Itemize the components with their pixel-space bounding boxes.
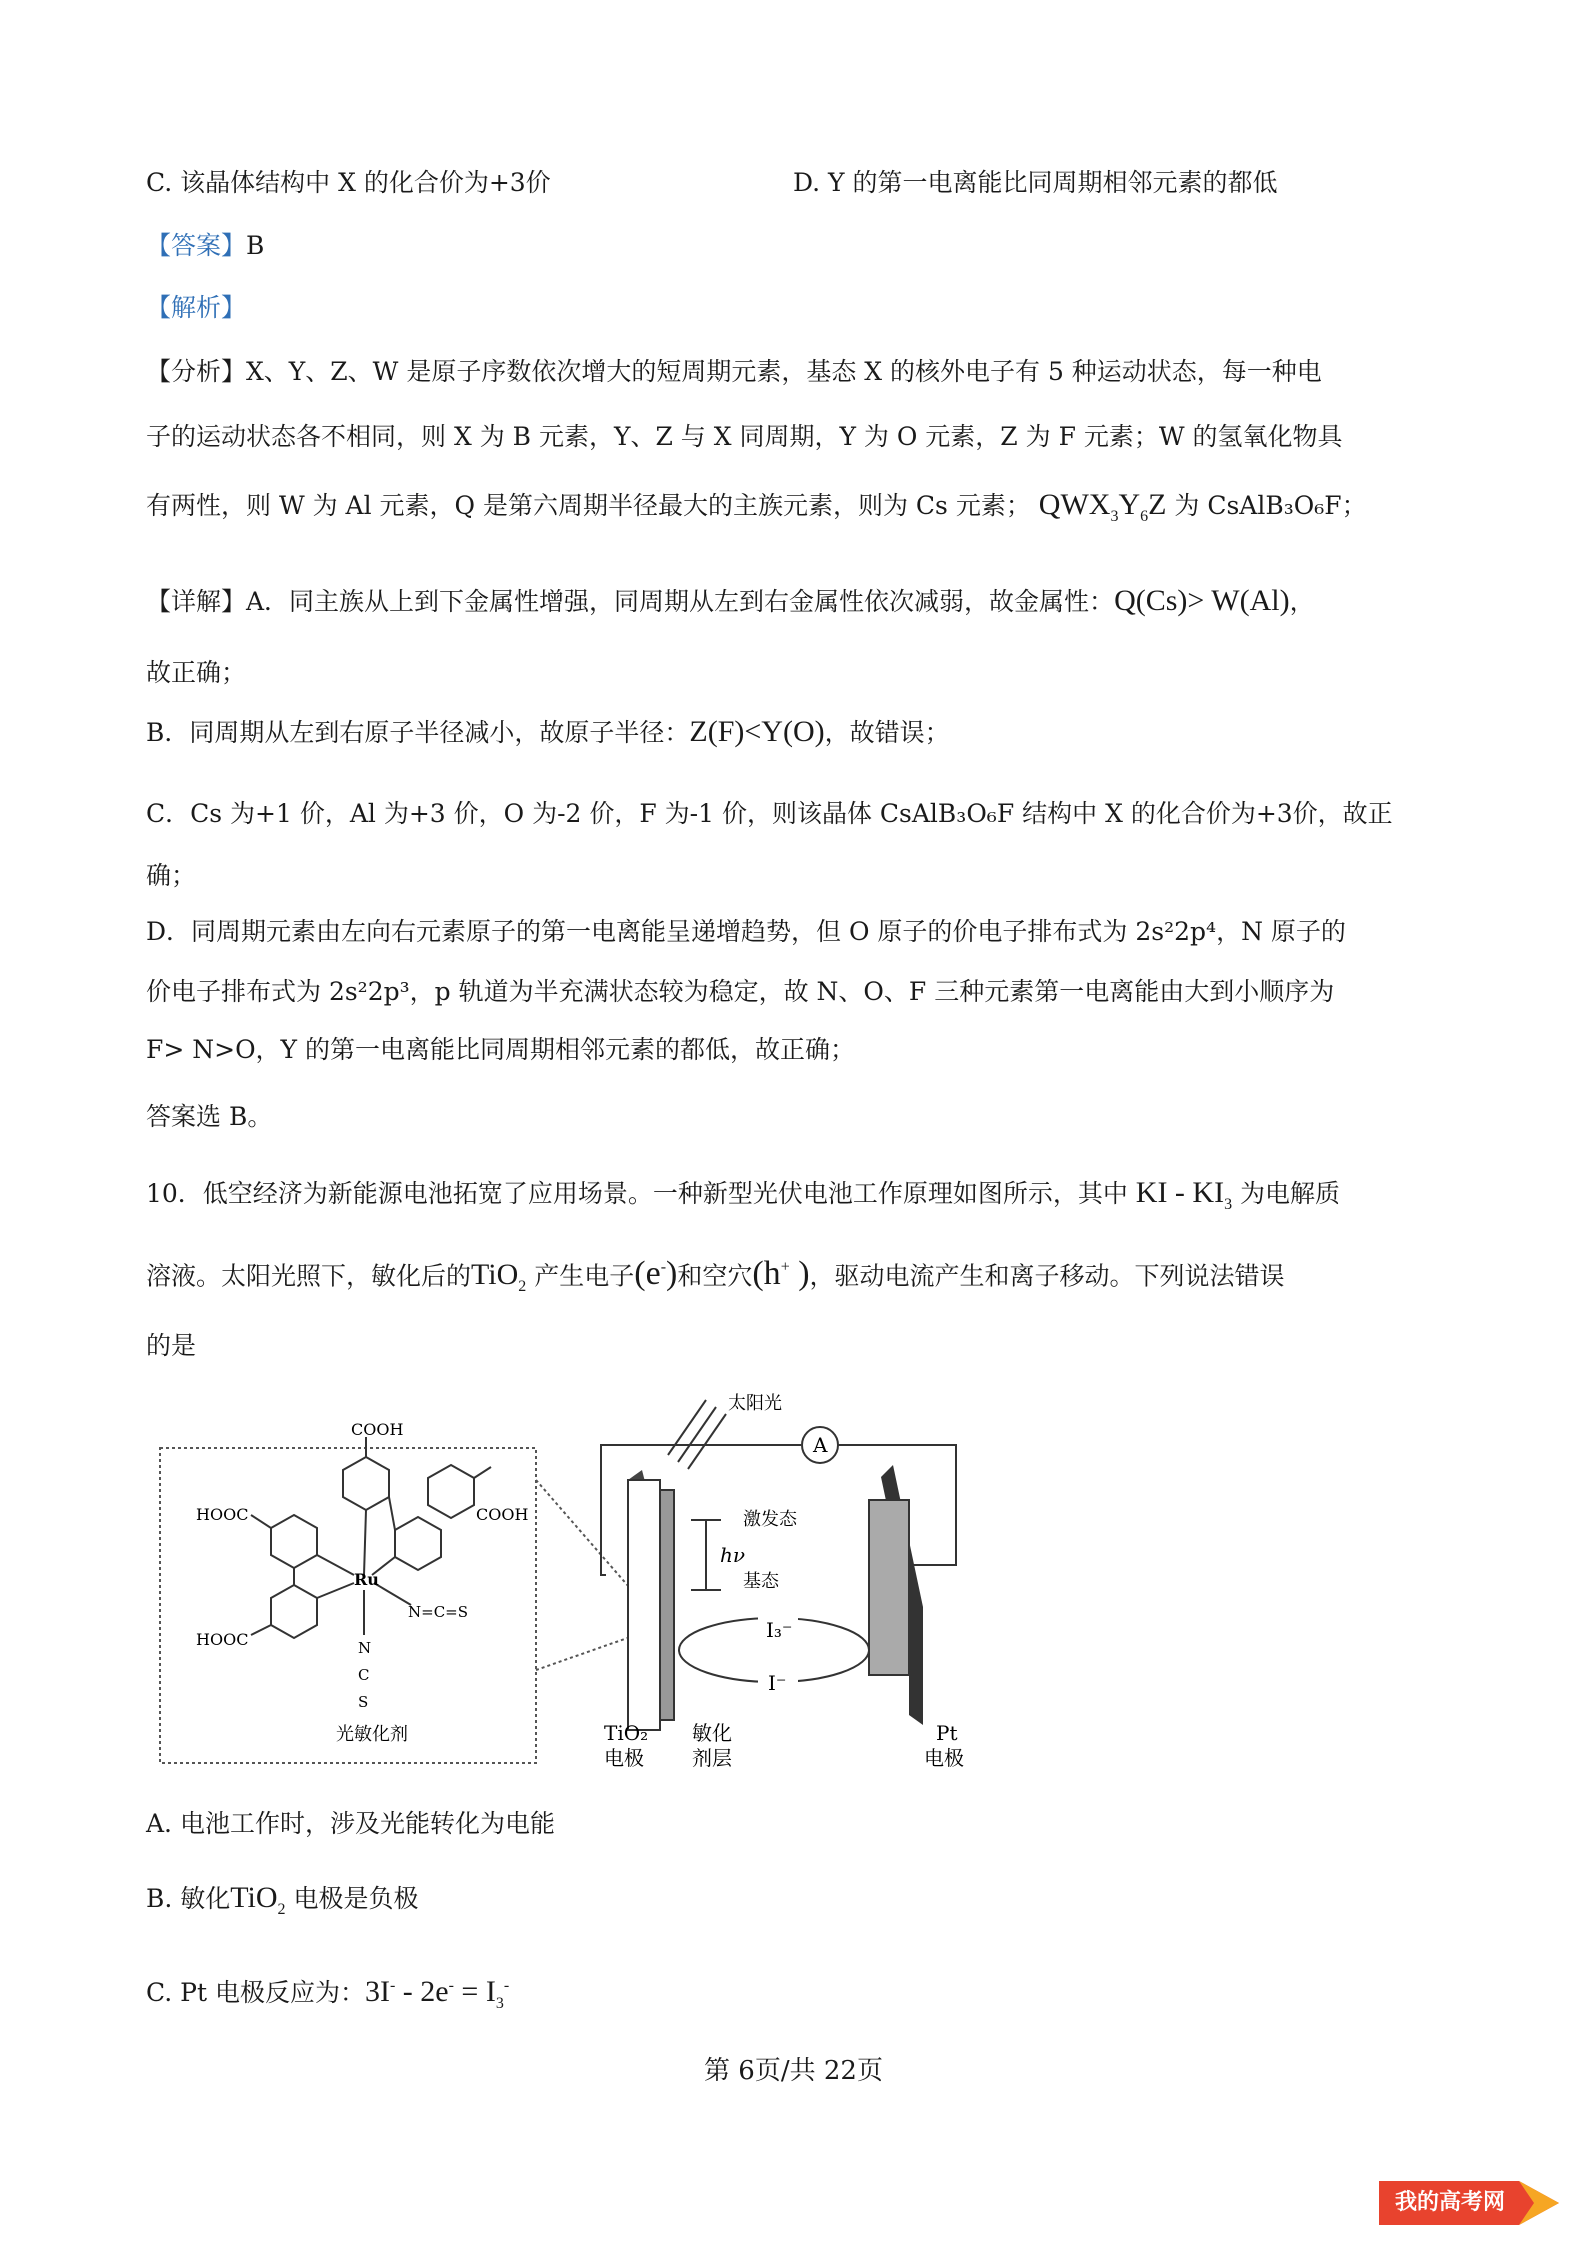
detail-line-2: 故正确； bbox=[146, 658, 247, 687]
label-n-bottom: N bbox=[358, 1639, 372, 1657]
q10-stem-2-end: ，驱动电流产生和离子移动。下列说法错误 bbox=[809, 1261, 1285, 1291]
formula-electron: (e-) bbox=[634, 1255, 678, 1293]
pt-label-1: Pt bbox=[936, 1721, 958, 1745]
ion-i-label: I⁻ bbox=[768, 1671, 787, 1695]
site-logo-text: 我的高考网 bbox=[1395, 2190, 1506, 2215]
label-hooc-left-bottom: HOOC bbox=[196, 1630, 249, 1649]
ground-label: 基态 bbox=[743, 1571, 779, 1592]
formula-radius: Z(F)<Y(O) bbox=[689, 715, 825, 748]
analysis-tag: 【解析】 bbox=[146, 293, 247, 322]
detail-line-1 bbox=[146, 583, 1315, 620]
ion-i3-label: I₃⁻ bbox=[766, 1618, 793, 1642]
dye-label-2: 剂层 bbox=[692, 1746, 732, 1770]
q10-stem-2 bbox=[146, 1250, 1285, 1305]
label-c-bottom: C bbox=[358, 1666, 370, 1684]
q10-stem-2-electron: 产生电子 bbox=[534, 1261, 635, 1291]
formula-hole: (h+ ) bbox=[752, 1255, 810, 1293]
label-ru: Ru bbox=[354, 1570, 379, 1589]
fenxi-line-3 bbox=[146, 487, 1367, 535]
formula-ki-ki3: KI - $KI_3$ bbox=[1135, 1176, 1233, 1213]
dye-layer bbox=[660, 1490, 674, 1720]
detail-line-8: F> N>O，Y 的第一电离能比同周期相邻元素的都低，故正确； bbox=[146, 1035, 856, 1064]
pt-label-2: 电极 bbox=[924, 1746, 964, 1770]
q10-stem-1-text: 10．低空经济为新能源电池拓宽了应用场景。一种新型光伏电池工作原理如图所示，其中 bbox=[146, 1179, 1128, 1208]
q10-option-c bbox=[146, 1968, 509, 2022]
sensitizer-caption: 光敏化剂 bbox=[336, 1724, 408, 1745]
q10-stem-1 bbox=[146, 1175, 1340, 1223]
zoom-line-bottom bbox=[536, 1635, 636, 1670]
detail-line-5: 确； bbox=[146, 861, 197, 890]
sunlight-label: 太阳光 bbox=[728, 1393, 782, 1414]
photovoltaic-cell-diagram bbox=[146, 1385, 996, 1775]
tio2-label-1: TiO₂ bbox=[604, 1721, 649, 1745]
formula-tio2: TiO$_2$ bbox=[471, 1258, 527, 1296]
page-footer: 第 6页/共 22页 bbox=[704, 2056, 883, 2086]
detail-line-9: 答案选 B。 bbox=[146, 1102, 273, 1131]
q10-stem-3: 的是 bbox=[146, 1331, 197, 1360]
label-s-bottom: S bbox=[358, 1693, 369, 1711]
tio2-electrode bbox=[628, 1480, 660, 1730]
q10-option-a: A. 电池工作时，涉及光能转化为电能 bbox=[146, 1809, 555, 1838]
pt-electrode-side bbox=[909, 1600, 923, 1725]
dye-label-1: 敏化 bbox=[692, 1721, 732, 1745]
q10-stem-2-hole: 和空穴 bbox=[677, 1261, 753, 1291]
formula-metallicity: Q(Cs)> W(Al) bbox=[1114, 584, 1290, 617]
ammeter-label: A bbox=[813, 1433, 828, 1457]
sunlight-arrows-icon bbox=[668, 1400, 726, 1469]
label-ncs-right: N=C=S bbox=[408, 1603, 469, 1621]
detail-line-6: D．同周期元素由左向右元素原子的第一电离能呈递增趋势，但 O 原子的价电子排布式为 2s²2p⁴，N 原子的 bbox=[146, 917, 1346, 946]
fenxi-line-3-text: 有两性，则 W 为 Al 元素，Q 是第六周期半径最大的主族元素，则为 Cs 元素； bbox=[146, 491, 1031, 520]
sensitizer-box bbox=[160, 1448, 536, 1763]
q10-option-b-text: B. 敏化 bbox=[146, 1884, 231, 1913]
label-cooh-top: COOH bbox=[351, 1420, 404, 1439]
detail-line-3-end: ，故错误； bbox=[824, 718, 950, 747]
formula-qwxyz: $QWX_3Y_6Z$ bbox=[1038, 488, 1167, 525]
formula-tio2-b: TiO$_2$ bbox=[230, 1881, 286, 1918]
q10-stem-2-text: 溶液。太阳光照下，敏化后的 bbox=[146, 1261, 472, 1291]
q10-option-c-text: C. Pt 电极反应为： bbox=[146, 1978, 365, 2007]
fenxi-line-3-end: 为 CsAlB₃O₆F； bbox=[1174, 491, 1367, 520]
answer-row bbox=[146, 228, 264, 264]
hv-label: hν bbox=[720, 1543, 746, 1567]
detail-line-3 bbox=[146, 714, 950, 751]
zoom-line-top bbox=[536, 1480, 636, 1595]
fenxi-line-1: 【分析】X、Y、Z、W 是原子序数依次增大的短周期元素，基态 X 的核外电子有 5 种运动状态，每一种电 bbox=[146, 357, 1322, 386]
detail-line-1-text: 【详解】A．同主族从上到下金属性增强，同周期从左到右金属性依次减弱，故金属性： bbox=[146, 587, 1115, 616]
answer-tag: 【答案】 bbox=[146, 231, 247, 260]
tio2-label-2: 电极 bbox=[604, 1746, 644, 1770]
detail-line-4: C．Cs 为+1 价，Al 为+3 价，O 为-2 价，F 为-1 价，则该晶体 CsAlB₃O₆F 结构中 X 的化合价为+3价，故正 bbox=[146, 799, 1393, 828]
pt-electrode bbox=[869, 1500, 909, 1675]
detail-line-1-end: ， bbox=[1289, 587, 1315, 616]
q10-stem-1-end: 为电解质 bbox=[1240, 1179, 1341, 1208]
q9-option-d: D. Y 的第一电离能比同周期相邻元素的都低 bbox=[793, 168, 1278, 197]
answer-value: B bbox=[246, 231, 265, 260]
q10-option-b bbox=[146, 1880, 419, 1928]
excited-label: 激发态 bbox=[743, 1509, 797, 1530]
formula-pt-reaction: $3I^- - 2e^- = I_3^-$ bbox=[364, 1975, 510, 2012]
detail-line-7: 价电子排布式为 2s²2p³，p 轨道为半充满状态较为稳定，故 N、O、F 三种元素第一电离能由大到小顺序为 bbox=[146, 977, 1335, 1006]
label-cooh-right: COOH bbox=[476, 1505, 529, 1524]
label-hooc-left-top: HOOC bbox=[196, 1505, 249, 1524]
detail-line-3-text: B．同周期从左到右原子半径减小，故原子半径： bbox=[146, 718, 690, 747]
q9-option-c: C. 该晶体结构中 X 的化合价为+3价 bbox=[146, 168, 551, 197]
q10-option-b-end: 电极是负极 bbox=[293, 1884, 419, 1913]
fenxi-line-2: 子的运动状态各不相同，则 X 为 B 元素，Y、Z 与 X 同周期，Y 为 O 元素，Z 为 F 元素；W 的氢氧化物具 bbox=[146, 422, 1343, 451]
